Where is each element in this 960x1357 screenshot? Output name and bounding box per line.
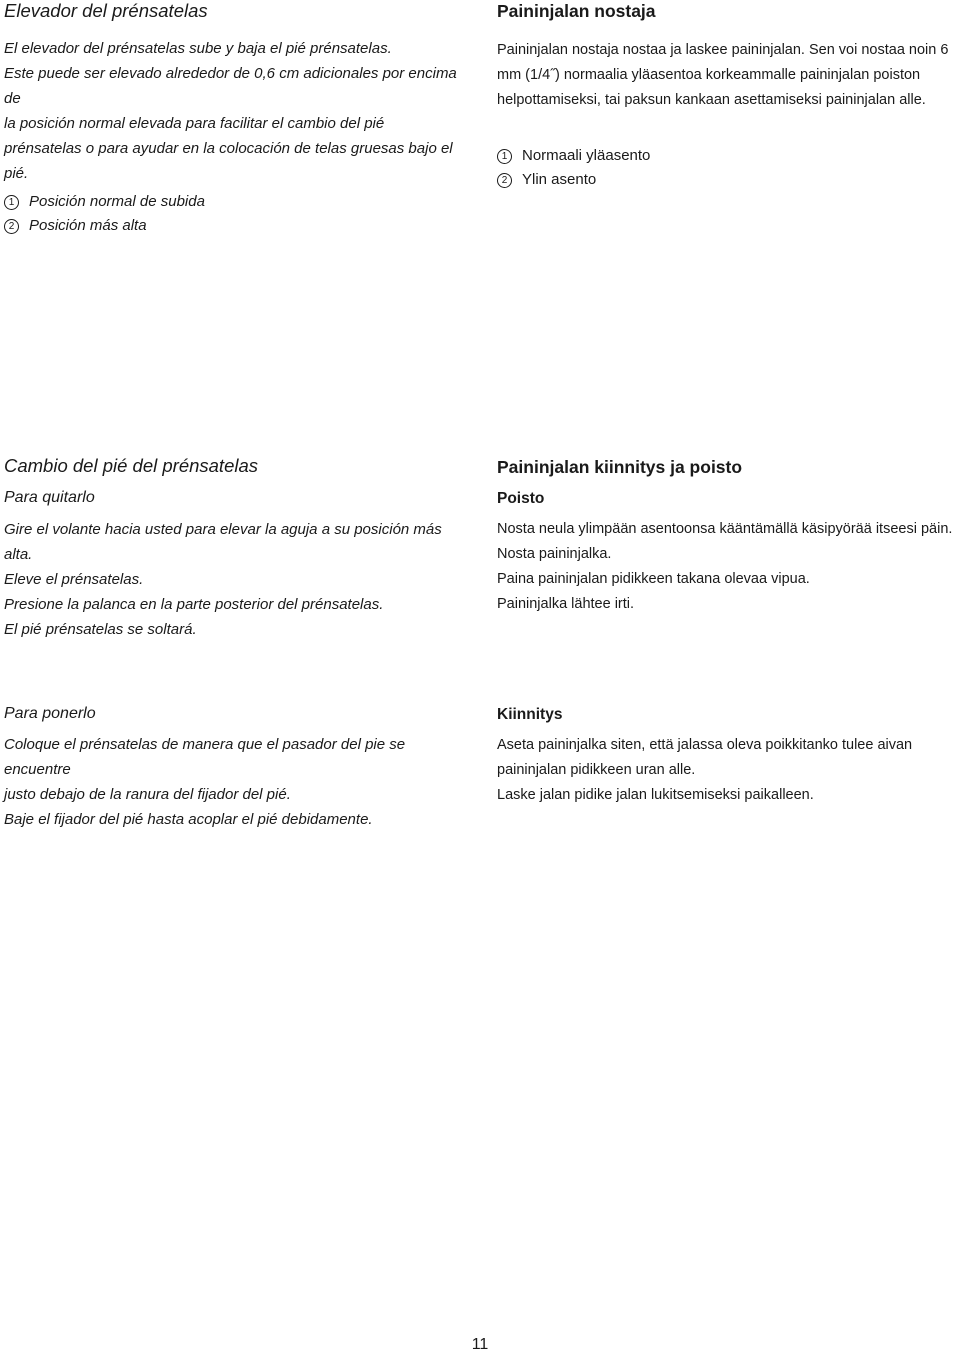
- text-line: alta.: [4, 546, 33, 563]
- section-paragraph: [4, 36, 474, 186]
- paragraph-line: la posición normal elevada para facilitar el cambio del pié: [4, 115, 385, 132]
- text-line: Nosta paininjalka.: [497, 546, 612, 562]
- subsection-heading: Poisto: [497, 490, 545, 507]
- paragraph-line: El elevador del prénsatelas sube y baja el pié prénsatelas.: [4, 40, 392, 57]
- paragraph-line: pié.: [4, 165, 29, 182]
- text-line: Nosta neula ylimpään asentoonsa kääntämällä käsipyörää itseesi päin.: [497, 521, 953, 537]
- text-line: Laske jalan pidike jalan lukitsemiseksi paikalleen.: [497, 787, 814, 803]
- section-poner-es: [4, 704, 474, 832]
- section-paragraph: [497, 38, 957, 113]
- list-item-text: Posición más alta: [29, 217, 147, 234]
- subsection-heading: Para quitarlo: [4, 489, 95, 506]
- list-item: [497, 144, 957, 168]
- text-line: Baje el fijador del pié hasta acoplar el pié debidamente.: [4, 811, 373, 828]
- paragraph-line: helpottamiseksi, tai paksun kankaan asettamiseksi paininjalan alle.: [497, 92, 926, 108]
- text-line: Presione la palanca en la parte posterior del prénsatelas.: [4, 596, 384, 613]
- subsection-text: [4, 517, 474, 642]
- subsection-heading: Para ponerlo: [4, 705, 96, 722]
- text-line: Paininjalka lähtee irti.: [497, 596, 635, 612]
- section-nostaja-fi: [497, 0, 957, 192]
- section-title: Elevador del prénsatelas: [4, 0, 208, 21]
- subsection-heading: Kiinnitys: [497, 706, 563, 723]
- text-line: Gire el volante hacia usted para elevar la aguja a su posición más: [4, 521, 442, 538]
- circled-number: 1: [497, 149, 512, 164]
- subsection-text: [497, 517, 957, 617]
- page-number: 11: [471, 1336, 489, 1353]
- section-kiinnitys-fi: [497, 456, 957, 617]
- text-line: Paina paininjalan pidikkeen takana olevaa vipua.: [497, 571, 810, 587]
- section-elevador-es: [4, 0, 474, 238]
- section-title: Paininjalan kiinnitys ja poisto: [497, 457, 743, 477]
- list-item: [4, 190, 474, 214]
- paragraph-line: mm (1/4˝) normaalia yläasentoa korkeammalle paininjalan poiston: [497, 67, 921, 83]
- list-item: [497, 168, 957, 192]
- section-cambio-es: [4, 455, 474, 642]
- list-item-text: Ylin asento: [522, 171, 597, 188]
- list-item-text: Normaali yläasento: [522, 147, 651, 164]
- circled-number: 1: [4, 195, 19, 210]
- text-line: El pié prénsatelas se soltará.: [4, 621, 197, 638]
- text-line: Coloque el prénsatelas de manera que el pasador del pie se encuentre: [4, 736, 406, 778]
- paragraph-line: Paininjalan nostaja nostaa ja laskee paininjalan. Sen voi nostaa noin 6: [497, 42, 949, 58]
- section-kiinnitys-sub-fi: [497, 705, 957, 808]
- text-line: Aseta paininjalka siten, että jalassa oleva poikkitanko tulee aivan: [497, 737, 913, 753]
- paragraph-line: prénsatelas o para ayudar en la colocación de telas gruesas bajo el: [4, 140, 453, 157]
- numbered-list: [497, 144, 957, 192]
- subsection-text: [4, 732, 474, 832]
- text-line: justo debajo de la ranura del fijador del pié.: [4, 786, 291, 803]
- list-item-text: Posición normal de subida: [29, 193, 205, 210]
- numbered-list: [4, 190, 474, 238]
- section-title: Cambio del pié del prénsatelas: [4, 455, 259, 476]
- circled-number: 2: [4, 219, 19, 234]
- paragraph-line: Este puede ser elevado alrededor de 0,6 cm adicionales por encima de: [4, 65, 457, 107]
- subsection-text: [497, 733, 957, 808]
- text-line: paininjalan pidikkeen uran alle.: [497, 762, 696, 778]
- section-title: Paininjalan nostaja: [497, 1, 656, 21]
- list-item: [4, 214, 474, 238]
- circled-number: 2: [497, 173, 512, 188]
- text-line: Eleve el prénsatelas.: [4, 571, 144, 588]
